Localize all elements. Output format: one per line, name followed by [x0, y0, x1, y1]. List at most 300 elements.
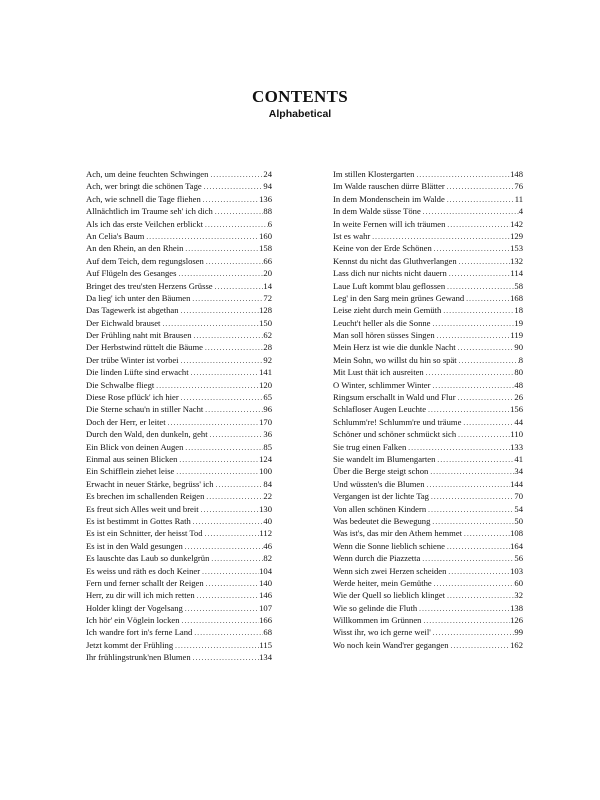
toc-entry	[86, 292, 272, 304]
toc-entry-page-number: 19	[514, 317, 523, 328]
toc-entry	[333, 329, 523, 341]
toc-entry	[333, 168, 523, 180]
toc-entry-page-number: 119	[510, 330, 523, 341]
toc-entry-title: Die Sterne schau'n in stiller Nacht	[86, 404, 204, 415]
toc-entry-page-number: 18	[514, 305, 523, 316]
toc-entry-title: Wenn durch die Piazzetta	[333, 553, 421, 564]
dot-leader	[429, 491, 514, 502]
toc-entry-page-number: 120	[259, 379, 272, 390]
toc-entry-title: Über die Berge steigt schon	[333, 466, 429, 477]
dot-leader	[430, 516, 514, 527]
toc-entry	[86, 490, 272, 502]
toc-entry-page-number: 166	[259, 615, 272, 626]
toc-entry-page-number: 4	[518, 206, 523, 217]
toc-entry-title: Auf Flügeln des Gesanges	[86, 268, 177, 279]
dot-leader	[431, 627, 515, 638]
toc-entry-page-number: 140	[259, 577, 272, 588]
toc-entry-page-number: 100	[259, 466, 272, 477]
dot-leader	[195, 590, 259, 601]
dot-leader	[430, 380, 514, 391]
dot-leader	[462, 528, 510, 539]
toc-entry	[86, 503, 272, 515]
dot-leader	[208, 169, 263, 180]
toc-entry-page-number: 54	[514, 503, 523, 514]
dot-leader	[456, 429, 510, 440]
dot-leader	[370, 231, 510, 242]
toc-entry-page-number: 156	[510, 404, 523, 415]
toc-entry	[86, 428, 272, 440]
toc-entry	[86, 354, 272, 366]
toc-entry	[86, 180, 272, 192]
dot-leader	[420, 553, 514, 564]
toc-entry-title: Jetzt kommt der Frühling	[86, 639, 174, 650]
dot-leader	[183, 442, 263, 453]
dot-leader	[457, 355, 519, 366]
toc-entry	[86, 168, 272, 180]
toc-entry-title: Man soll hören süsses Singen	[333, 330, 435, 341]
toc-entry-page-number: 136	[259, 193, 272, 204]
toc-entry-page-number: 32	[514, 590, 523, 601]
dot-leader	[204, 256, 264, 267]
toc-entry-title: Fern und ferner schallt der Reigen	[86, 577, 204, 588]
toc-entry-page-number: 56	[514, 553, 523, 564]
toc-entry-page-number: 62	[263, 330, 272, 341]
toc-entry-title: In dem Walde süsse Töne	[333, 206, 421, 217]
toc-entry-page-number: 60	[514, 577, 523, 588]
toc-entry-page-number: 85	[263, 441, 272, 452]
toc-entry	[333, 441, 523, 453]
toc-entry-page-number: 164	[510, 540, 523, 551]
toc-entry-page-number: 160	[259, 230, 272, 241]
dot-leader	[461, 417, 514, 428]
toc-entry-title: Von allen schönen Kindern	[333, 503, 427, 514]
toc-entry-page-number: 48	[514, 379, 523, 390]
toc-entry-title: In dem Mondenschein im Walde	[333, 193, 445, 204]
dot-leader	[424, 367, 515, 378]
toc-entry-title: Vergangen ist der lichte Tag	[333, 491, 429, 502]
toc-entry-title: Mein Herz ist wie die dunkle Nacht	[333, 342, 456, 353]
toc-entry	[333, 428, 523, 440]
toc-entry	[86, 614, 272, 626]
toc-entry-title: Das Tagewerk ist abgethan	[86, 305, 179, 316]
toc-entry	[86, 280, 272, 292]
toc-entry	[86, 602, 272, 614]
toc-entry	[86, 527, 272, 539]
toc-entry-page-number: 70	[514, 491, 523, 502]
toc-entry-page-number: 124	[259, 453, 272, 464]
toc-entry-page-number: 103	[510, 565, 523, 576]
toc-entry	[333, 193, 523, 205]
dot-leader	[441, 305, 514, 316]
dot-leader	[203, 528, 260, 539]
toc-entry-title: Ach, wie schnell die Tage fliehen	[86, 193, 201, 204]
toc-entry	[333, 391, 523, 403]
toc-entry	[86, 304, 272, 316]
dot-leader	[213, 206, 264, 217]
dot-leader	[445, 219, 510, 230]
toc-entry-title: Da lieg' ich unter den Bäumen	[86, 292, 191, 303]
dot-leader	[176, 268, 263, 279]
toc-entry	[333, 515, 523, 527]
toc-entry-title: Es weiss und räth es doch Keiner	[86, 565, 201, 576]
toc-entry	[333, 626, 523, 638]
dot-leader	[191, 516, 264, 527]
toc-entry	[333, 341, 523, 353]
dot-leader	[432, 578, 515, 589]
toc-entry-title: Ich wandre fort in's ferne Land	[86, 627, 193, 638]
toc-entry-title: Allnächtlich im Traume seh' ich dich	[86, 206, 213, 217]
toc-entry-title: Ihr frühlingstrunk'nen Blumen	[86, 652, 191, 663]
toc-entry-title: Es ist ein Schnitter, der heisst Tod	[86, 528, 203, 539]
dot-leader	[421, 206, 519, 217]
toc-entry-page-number: 115	[259, 639, 272, 650]
toc-entry	[333, 552, 523, 564]
toc-entry-title: Der Frühling naht mit Brausen	[86, 330, 192, 341]
toc-entry-title: Diese Rose pflück' ich hier	[86, 392, 179, 403]
toc-entry-page-number: 82	[263, 553, 272, 564]
toc-entry-title: Leucht't heller als die Sonne	[333, 317, 431, 328]
dot-leader	[204, 491, 263, 502]
dot-leader	[446, 566, 510, 577]
dot-leader	[204, 578, 259, 589]
toc-entry-page-number: 40	[263, 515, 272, 526]
toc-entry	[333, 267, 523, 279]
dot-leader	[174, 466, 259, 477]
toc-entry-page-number: 92	[263, 354, 272, 365]
dot-leader	[189, 367, 259, 378]
toc-entry-page-number: 41	[514, 453, 523, 464]
toc-entry	[333, 577, 523, 589]
dot-leader	[432, 243, 510, 254]
toc-entry	[86, 230, 272, 242]
toc-entry-title: Es brechen im schallenden Reigen	[86, 491, 205, 502]
toc-entry-title: Willkommen im Grünnen	[333, 615, 422, 626]
dot-leader	[406, 442, 510, 453]
toc-entry-title: An Celia's Baum	[86, 230, 145, 241]
dot-leader	[190, 293, 263, 304]
dot-leader	[179, 392, 264, 403]
toc-entry	[333, 527, 523, 539]
toc-entry-title: Leg' in den Sarg mein grünes Gewand	[333, 292, 465, 303]
toc-entry-title: Sie trug einen Falken	[333, 441, 407, 452]
dot-leader	[203, 342, 263, 353]
toc-entry	[86, 552, 272, 564]
toc-entry-page-number: 129	[510, 230, 523, 241]
toc-entry-title: Durch den Wald, den dunkeln, geht	[86, 429, 208, 440]
toc-entry	[333, 379, 523, 391]
dot-leader	[173, 640, 259, 651]
toc-entry-page-number: 26	[514, 392, 523, 403]
toc-entry	[86, 478, 272, 490]
toc-entry	[333, 416, 523, 428]
toc-entry-page-number: 132	[510, 255, 523, 266]
dot-leader	[435, 330, 511, 341]
dot-leader	[457, 256, 510, 267]
toc-entry-page-number: 22	[263, 491, 272, 502]
toc-entry	[333, 403, 523, 415]
dot-leader	[199, 504, 259, 515]
dot-leader	[417, 603, 510, 614]
toc-entry-page-number: 66	[263, 255, 272, 266]
toc-entry-page-number: 96	[263, 404, 272, 415]
toc-entry-page-number: 114	[510, 268, 523, 279]
toc-entry	[86, 379, 272, 391]
toc-entry-page-number: 34	[514, 466, 523, 477]
toc-entry-title: Ringsum erschallt in Wald und Flur	[333, 392, 456, 403]
toc-entry-title: Ein Blick von deinen Augen	[86, 441, 184, 452]
dot-leader	[144, 231, 259, 242]
dot-leader	[445, 541, 510, 552]
toc-entry-page-number: 168	[510, 292, 523, 303]
toc-entry-title: Der Eichwald brauset	[86, 317, 161, 328]
toc-entry-page-number: 88	[263, 206, 272, 217]
toc-entry-page-number: 148	[510, 169, 523, 179]
toc-entry-title: Lass dich nur nichts nicht dauern	[333, 268, 447, 279]
toc-entry-title: Schöner und schöner schmückt sich	[333, 429, 457, 440]
toc-entry-page-number: 138	[510, 602, 523, 613]
dot-leader	[449, 640, 511, 651]
toc-entry	[333, 540, 523, 552]
toc-entry-page-number: 150	[259, 317, 272, 328]
toc-entry	[333, 602, 523, 614]
toc-entry	[86, 255, 272, 267]
toc-entry	[86, 341, 272, 353]
dot-leader	[202, 181, 264, 192]
toc-entry	[333, 503, 523, 515]
toc-entry-page-number: 58	[514, 280, 523, 291]
toc-entry	[333, 304, 523, 316]
dot-leader	[421, 615, 510, 626]
dot-leader	[425, 479, 511, 490]
dot-leader	[183, 541, 264, 552]
dot-leader	[179, 305, 260, 316]
toc-entry-page-number: 104	[259, 565, 272, 576]
dot-leader	[435, 454, 514, 465]
toc-entry-title: O Winter, schlimmer Winter	[333, 379, 431, 390]
toc-entry-title: Wie der Quell so lieblich klinget	[333, 590, 446, 601]
toc-entry	[86, 589, 272, 601]
toc-entry-page-number: 133	[510, 441, 523, 452]
toc-entry-title: Was bedeutet die Bewegung	[333, 515, 431, 526]
toc-entry-page-number: 68	[263, 627, 272, 638]
toc-entry-title: Die linden Lüfte sind erwacht	[86, 367, 189, 378]
toc-entry-title: Der Herbstwind rüttelt die Bäume	[86, 342, 203, 353]
toc-entry-page-number: 146	[259, 590, 272, 601]
toc-entry	[333, 490, 523, 502]
toc-entry	[333, 292, 523, 304]
toc-entry-page-number: 170	[259, 416, 272, 427]
dot-leader	[208, 429, 264, 440]
toc-entry-page-number: 28	[263, 342, 272, 353]
toc-entry-title: Werde heiter, mein Gemüthe	[333, 577, 432, 588]
toc-entry	[86, 205, 272, 217]
dot-leader	[154, 380, 259, 391]
toc-column-right	[333, 168, 523, 651]
toc-entry-page-number: 14	[263, 280, 272, 291]
dot-leader	[192, 330, 264, 341]
toc-entry	[86, 577, 272, 589]
toc-entry-title: Keine von der Erde Schönen	[333, 243, 432, 254]
toc-entry-title: Mit Lust thät ich ausreiten	[333, 367, 424, 378]
dot-leader	[456, 392, 515, 403]
toc-entry-title: Wie so gelinde die Fluth	[333, 602, 418, 613]
toc-entry	[333, 639, 523, 651]
toc-entry	[86, 441, 272, 453]
toc-entry	[333, 465, 523, 477]
toc-entry	[333, 453, 523, 465]
toc-entry-title: Sie wandelt im Blumengarten	[333, 453, 436, 464]
dot-leader	[179, 355, 264, 366]
toc-entry	[86, 626, 272, 638]
toc-entry	[333, 589, 523, 601]
toc-entry-page-number: 112	[259, 528, 272, 539]
toc-entry-title: Was ist's, das mir den Athem hemmet	[333, 528, 463, 539]
page-title: CONTENTS	[252, 87, 348, 106]
dot-leader	[445, 181, 515, 192]
toc-entry-page-number: 84	[263, 478, 272, 489]
toc-entry	[86, 540, 272, 552]
toc-entry-title: Ist es wahr	[333, 230, 371, 241]
dot-leader	[191, 652, 259, 663]
toc-entry-title: Im Walde rauschen dürre Blätter	[333, 181, 445, 192]
toc-entry-title: Herr, zu dir will ich mich retten	[86, 590, 195, 601]
toc-entry	[333, 478, 523, 490]
toc-entry-page-number: 72	[263, 292, 272, 303]
toc-entry	[333, 218, 523, 230]
toc-entry	[333, 614, 523, 626]
toc-entry-page-number: 99	[514, 627, 523, 638]
toc-entry	[86, 193, 272, 205]
dot-leader	[445, 194, 515, 205]
toc-entry-title: Auf dem Teich, dem regungslosen	[86, 255, 204, 266]
toc-entry	[333, 180, 523, 192]
dot-leader	[447, 268, 511, 279]
dot-leader	[166, 417, 260, 428]
toc-entry	[333, 317, 523, 329]
toc-entry-page-number: 20	[263, 268, 272, 279]
toc-entry-title: Laue Luft kommt blau geflossen	[333, 280, 446, 291]
toc-entry-page-number: 90	[514, 342, 523, 353]
dot-leader	[200, 566, 259, 577]
toc-entry-title: Im stillen Klostergarten	[333, 169, 415, 179]
toc-entry	[86, 651, 272, 663]
toc-entry-title: Erwacht in neuer Stärke, begrüss' ich	[86, 478, 214, 489]
toc-entry	[86, 329, 272, 341]
dot-leader	[445, 281, 514, 292]
toc-entry-title: Ein Schifflein ziehet leise	[86, 466, 175, 477]
toc-entry-title: Wisst ihr, wo ich gerne weil'	[333, 627, 431, 638]
toc-entry-page-number: 128	[259, 305, 272, 316]
dot-leader	[464, 293, 510, 304]
toc-entry-page-number: 107	[259, 602, 272, 613]
toc-entry-title: Die Schwalbe fliegt	[86, 379, 155, 390]
toc-entry	[86, 515, 272, 527]
toc-entry-title: Ich hör' ein Vöglein locken	[86, 615, 180, 626]
toc-entry-title: Es ist in den Wald gesungen	[86, 540, 183, 551]
dot-leader	[203, 219, 268, 230]
toc-entry-title: Einmal aus seinen Blicken	[86, 453, 178, 464]
dot-leader	[203, 404, 263, 415]
toc-entry-title: Wo noch kein Wand'rer gegangen	[333, 639, 449, 650]
toc-entry-page-number: 153	[510, 243, 523, 254]
dot-leader	[183, 603, 259, 614]
dot-leader	[160, 318, 259, 329]
toc-entry	[333, 230, 523, 242]
toc-entry-page-number: 24	[263, 169, 272, 179]
toc-entry-title: Bringet des treu'sten Herzens Grüsse	[86, 280, 213, 291]
dot-leader	[213, 281, 264, 292]
toc-entry	[86, 639, 272, 651]
dot-leader	[192, 627, 263, 638]
toc-entry-page-number: 126	[510, 615, 523, 626]
toc-entry-page-number: 44	[514, 416, 523, 427]
toc-entry-page-number: 8	[518, 354, 523, 365]
toc-entry-title: Wenn sich zwei Herzen scheiden	[333, 565, 447, 576]
toc-entry	[333, 255, 523, 267]
toc-entry-title: Schlafloser Augen Leuchte	[333, 404, 427, 415]
toc-entry-title: Es ist bestimmt in Gottes Rath	[86, 515, 191, 526]
page-subtitle: Alphabetical	[268, 108, 332, 120]
toc-entry	[86, 403, 272, 415]
toc-column-left	[86, 168, 272, 664]
toc-entry	[86, 565, 272, 577]
toc-entry-page-number: 108	[510, 528, 523, 539]
toc-entry	[333, 280, 523, 292]
toc-entry-page-number: 130	[259, 503, 272, 514]
toc-entry-title: Schlumm're! Schlumm're und träume	[333, 416, 462, 427]
toc-entry-title: Doch der Herr, er leitet	[86, 416, 166, 427]
dot-leader	[214, 479, 264, 490]
toc-entry	[333, 366, 523, 378]
toc-entry-title: Ach, um deine feuchten Schwingen	[86, 169, 209, 179]
toc-entry-page-number: 134	[259, 652, 272, 663]
toc-entry	[86, 391, 272, 403]
toc-entry	[333, 205, 523, 217]
dot-leader	[183, 243, 259, 254]
toc-entry-title: Der trübe Winter ist vorbei	[86, 354, 179, 365]
toc-entry-page-number: 94	[263, 181, 272, 192]
toc-entry-page-number: 65	[263, 392, 272, 403]
toc-entry-title: In weite Fernen will ich träumen	[333, 218, 446, 229]
toc-entry-title: Leise zieht durch mein Gemüth	[333, 305, 442, 316]
toc-entry-title: Wenn die Sonne lieblich schiene	[333, 540, 445, 551]
dot-leader	[428, 466, 514, 477]
toc-entry-page-number: 141	[259, 367, 272, 378]
toc-entry-page-number: 144	[510, 478, 523, 489]
toc-entry-title: Als ich das erste Veilchen erblickt	[86, 218, 204, 229]
toc-entry-page-number: 80	[514, 367, 523, 378]
dot-leader	[177, 454, 259, 465]
toc-entry	[333, 242, 523, 254]
toc-entry	[86, 242, 272, 254]
toc-entry-title: Ach, wer bringt die schönen Tage	[86, 181, 202, 192]
toc-entry-page-number: 36	[263, 429, 272, 440]
toc-entry-page-number: 142	[510, 218, 523, 229]
toc-entry-title: Kennst du nicht das Gluthverlangen	[333, 255, 457, 266]
toc-entry	[86, 317, 272, 329]
toc-entry-title: Mein Sohn, wo willst du hin so spät	[333, 354, 457, 365]
toc-entry-title: Und wüssten's die Blumen	[333, 478, 425, 489]
toc-entry-page-number: 46	[263, 540, 272, 551]
toc-entry-title: Es lauschte das Laub so dunkelgrün	[86, 553, 210, 564]
toc-entry	[86, 267, 272, 279]
toc-entry-page-number: 110	[510, 429, 523, 440]
dot-leader	[426, 504, 514, 515]
toc-entry-page-number: 162	[510, 639, 523, 650]
toc-entry	[86, 465, 272, 477]
dot-leader	[209, 553, 263, 564]
dot-leader	[180, 615, 260, 626]
